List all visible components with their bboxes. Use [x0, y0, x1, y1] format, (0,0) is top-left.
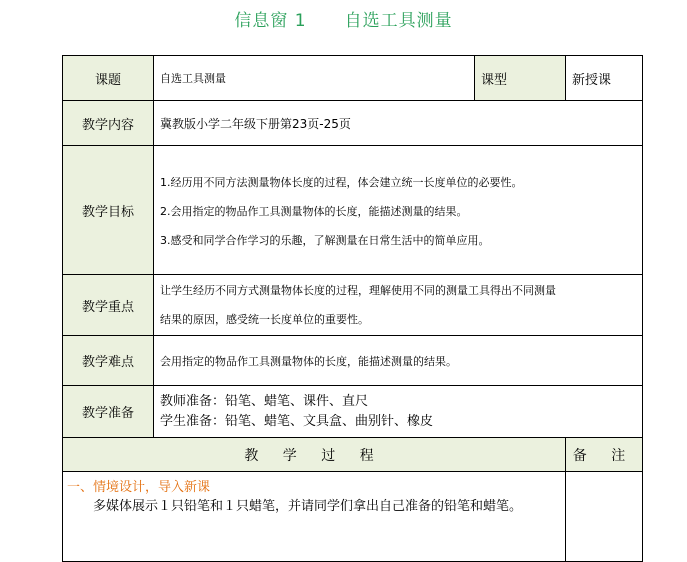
process-header: 教 学 过 程	[63, 438, 566, 472]
row-difficulty	[63, 336, 643, 386]
row-process-header	[63, 438, 643, 472]
row-goals	[63, 146, 643, 275]
title-left: 信息窗 1	[234, 11, 307, 31]
preparation-line: 学生准备：铅笔、蜡笔、文具盒、曲别针、橡皮	[160, 413, 434, 429]
goal-item: 3.感受和同学合作学习的乐趣，了解测量在日常生活中的简单应用。	[160, 233, 490, 247]
notes-header: 备 注	[566, 438, 643, 472]
page-title	[0, 6, 687, 31]
row-content	[63, 101, 643, 146]
label-goals: 教学目标	[63, 146, 154, 275]
section-text: 多媒体展示１只铅笔和１只蜡笔，并请同学们拿出自己准备的铅笔和蜡笔。	[93, 499, 523, 514]
value-lesson-type: 新授课	[566, 56, 643, 101]
key-point-line: 结果的原因，感受统一长度单位的重要性。	[160, 313, 369, 326]
label-content: 教学内容	[63, 101, 154, 146]
preparation-line: 教师准备：铅笔、蜡笔、课件、直尺	[160, 393, 369, 409]
row-key-points	[63, 275, 643, 336]
label-preparation: 教学准备	[63, 386, 154, 438]
row-preparation	[63, 386, 643, 438]
preparation-text	[154, 386, 643, 438]
title-right: 自选工具测量	[344, 11, 453, 31]
goal-item: 2.会用指定的物品作工具测量物体的长度，能描述测量的结果。	[160, 204, 468, 218]
row-process-body	[63, 472, 643, 562]
process-body	[63, 472, 566, 562]
goals-list	[154, 146, 643, 275]
goal-item: 1.经历用不同方法测量物体长度的过程，体会建立统一长度单位的必要性。	[160, 175, 523, 189]
label-lesson-type: 课型	[475, 56, 566, 101]
lesson-plan-table	[62, 55, 643, 562]
value-content: 冀教版小学二年级下册第23页-25页	[154, 101, 643, 146]
value-difficulty: 会用指定的物品作工具测量物体的长度，能描述测量的结果。	[154, 336, 643, 386]
value-topic: 自选工具测量	[154, 56, 475, 101]
label-key-points: 教学重点	[63, 275, 154, 336]
key-points-text	[154, 275, 643, 336]
label-difficulty: 教学难点	[63, 336, 154, 386]
section-title: 一、情境设计，导入新课	[67, 480, 211, 495]
label-topic: 课题	[63, 56, 154, 101]
key-point-line: 让学生经历不同方式测量物体长度的过程，理解使用不同的测量工具得出不同测量	[160, 284, 556, 297]
row-topic	[63, 56, 643, 101]
notes-cell	[566, 472, 643, 562]
